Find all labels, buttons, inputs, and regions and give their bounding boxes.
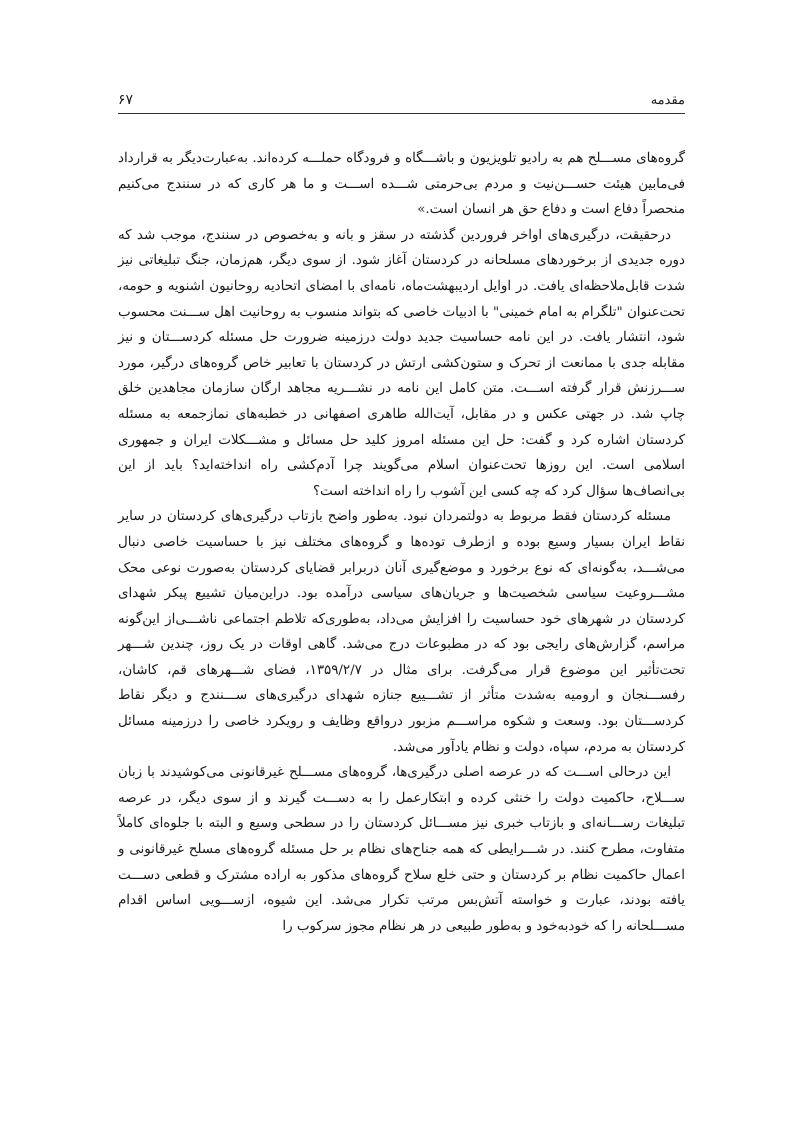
paragraph-2: درحقیقت، درگیری‌های اواخر فروردین گذشته در سقز و بانه و به‌خصوص در سنندج، موجب شد که دوره جدیدی از برخوردهای مسلحانه در کردستان آغاز شود. از سوی دیگر، هم‌زمان، جنگ تبلیغاتی نیز شدت قابل‌ملاحظه‌ای یافت. در اوایل اردیبهشت‌ماه، نامه‌ای با امضای اتحادیه روحانیون اشنویه و حومه، تحت‌عنوان "تلگرام به امام خمینی" با ادبیات خاصی که بتواند منسوب به روحانیت اهل ســـنت محسوب شود، انتشار یافت. در این نامه حساسیت جدید دولت درزمینه ضرورت حل مسئله کردســـتان و نیز مقابله جدی با ممانعت از تحرک و ستون‌کشی ارتش در کردستان با تعابیر خاص گروه‌های درگیر، مورد ســـرزنش قرار گرفته اســـت. متن کامل این نامه در نشـــریه مجاهد ارگان سازمان مجاهدین خلق چاپ شد. در جهتی عکس و در مقابل، آیت‌الله طاهری اصفهانی در خطبه‌های نمازجمعه به مسئله کردستان اشاره کرد و گفت: حل این مسئله امروز کلید حل مسائل و مشـــکلات ایران و جمهوری اسلامی است. این روزها تحت‌عنوان اسلام می‌گویند چرا آدم‌کشی راه انداخته‌اید؟ باید از این بی‌انصاف‌ها سؤال کرد که چه کسی این آشوب را راه انداخته است؟	[118, 227, 685, 499]
running-header	[118, 86, 685, 108]
paragraph-3: مسئله کردستان فقط مربوط به دولتمردان نبود. به‌طور واضح بازتاب درگیری‌های کردستان در سایر نقاط ایران بسیار وسیع بوده و ازطرف توده‌ها و گروه‌های مختلف نیز با حساسیت خاصی دنبال می‌شـــد، به‌گونه‌ای که نوع برخورد و موضع‌گیری آنان دربرابر قضایای کردستان به‌صورت نوعی محک مشـــروعیت سیاسی شخصیت‌ها و جریان‌های سیاسی درآمده بود. دراین‌میان تشییع پیکر شهدای کردستان در شهرهای خود حساسیت را افزایش می‌داد، به‌طوری‌که تلاطم اجتماعی ناشـــی‌از این‌گونه مراسم، گزارش‌های رایجی بود که در مطبوعات درج می‌شد. گاهی اوقات در یک روز، چندین شـــهر تحت‌تأثیر این موضوع قرار می‌گرفت. برای مثال در ۱۳۵۹/۲/۷، فضای شـــهرهای قم، کاشان، رفســـنجان و ارومیه به‌شدت متأثر از تشـــییع جنازه شهدای درگیری‌های ســـنندج و دیگر نقاط کردســـتان بود. وسعت و شکوه مراســـم مزبور درواقع وظایف و رویکرد خاصی را درزمینه مسائل کردستان به مردم، سپاه، دولت و نظام یادآور می‌شد.	[118, 509, 685, 755]
paragraph-1: گروه‌های مســـلح هم به رادیو تلویزیون و باشـــگاه و فرودگاه حملـــه کرده‌اند. به‌عبارت‌دیگر به قرارداد فی‌مابین هیئت حســـن‌نیت و مردم بی‌حرمتی شـــده اســـت و ما هر کاری که در سنندج می‌کنیم منحصراً دفاع است و دفاع حق هر انسان است.»	[118, 151, 685, 218]
chapter-title: مقدمه	[650, 93, 685, 108]
paragraph-4: این درحالی اســـت که در عرصه اصلی درگیری‌ها، گروه‌های مســـلح غیرقانونی می‌کوشیدند با زبان ســـلاح، حاکمیت دولت را خنثی کرده و ابتکارعمل را به دســـت گیرند و از سوی دیگر، در عرصه تبلیغات رســـانه‌ای و بازتاب خبری نیز مســـائل کردستان را در سطحی وسیع و البته با جلوه‌ای کاملاً متفاوت، مطرح کنند. در شـــرایطی که همه جناح‌های نظام بر حل مسئله گروه‌های مسلح غیرقانونی و اعمال حاکمیت نظام بر کردستان و حتی خلع سلاح گروه‌های مذکور به اراده مشترک و قطعی دســـت یافته بودند، عبارت و خواسته آتش‌بس مرتب تکرار می‌شد. این شیوه، ازســـویی اساس اقدام مســـلحانه را که خودبه‌خود و به‌طور طبیعی در هر نظام مجوز سرکوب را	[118, 765, 685, 934]
page-number: ۶۷	[118, 92, 134, 108]
header-rule	[118, 113, 685, 114]
body-text	[118, 146, 685, 939]
